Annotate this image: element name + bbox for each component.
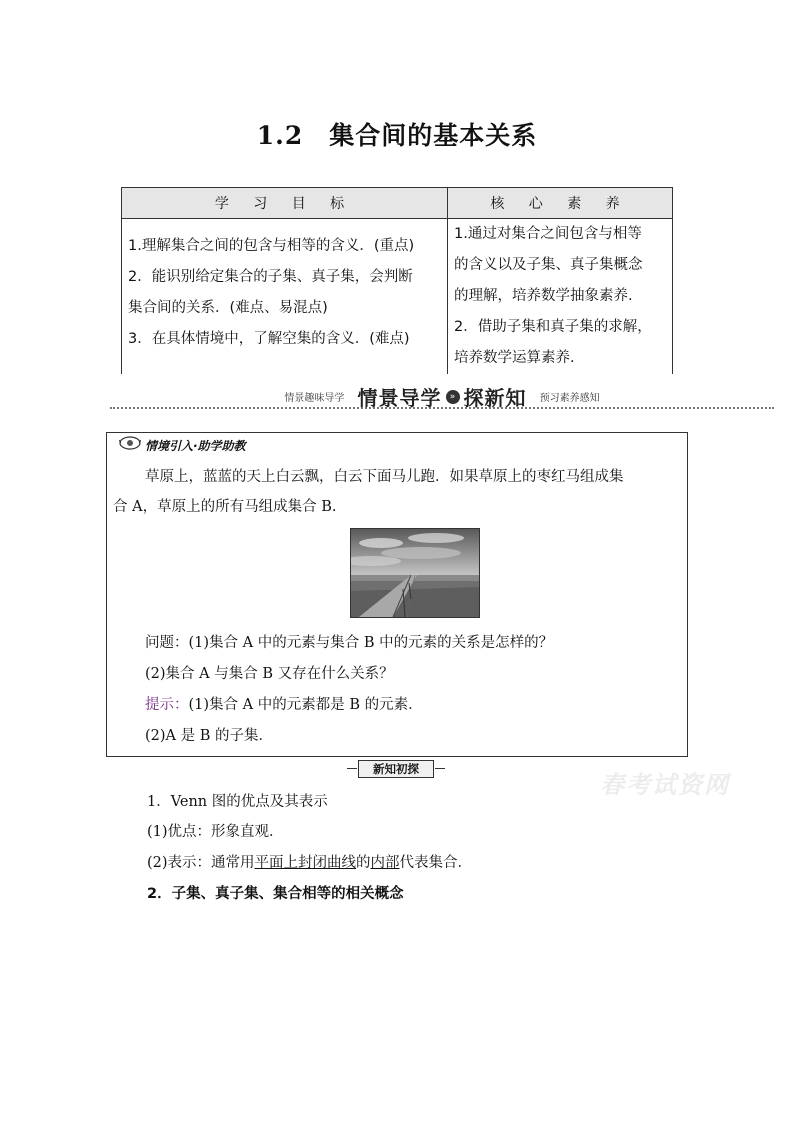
question-2: (2)集合 A 与集合 B 又存在什么关系？ [145,666,394,682]
competency-cell [448,219,673,375]
underlined-answer: 内部 [370,855,400,871]
objective-line: 1.理解集合之间的包含与相等的含义．(重点) [128,238,415,254]
section-number: 1.2 [256,121,304,150]
knowledge-item-1: 1．Venn 图的优点及其表示 [147,794,328,810]
intro-text-line: 草原上，蓝蓝的天上白云飘，白云下面马儿跑．如果草原上的枣红马组成集 [145,469,624,485]
hint-line-1 [145,693,423,714]
band-right-caption: 预习素养感知 [539,393,600,404]
competency-line: 的理解，培养数学抽象素养. [454,288,633,304]
intro-header: 情境引入·助学助教 [145,439,246,453]
page-title [0,116,794,152]
band-title-b: 探新知 [463,386,527,410]
scenario-icon [119,435,141,451]
section-band [110,380,774,410]
knowledge-item-1a: (1)优点：形象直观． [147,824,284,840]
objectives-cell [122,219,448,375]
text-segment: 代表集合． [399,855,473,871]
knowledge-item-1b [147,851,472,872]
underlined-answer: 平面上封闭曲线 [254,855,357,871]
text-segment: 的 [356,855,371,871]
band-left-caption: 情景趣味导学 [284,393,345,404]
band-title-a: 情景导学 [357,386,442,410]
knowledge-item-2: 2．子集、真子集、集合相等的相关概念 [147,886,404,902]
competency-line: 2．借助子集和真子集的求解， [454,319,652,335]
objective-line: 3．在具体情境中，了解空集的含义．(难点) [128,331,410,347]
competency-line: 培养数学运算素养. [454,350,575,366]
section-title: 集合间的基本关系 [329,121,538,150]
new-knowledge-tag: 新知初探 [358,760,434,778]
competency-line: 的含义以及子集、真子集概念 [454,257,643,273]
text-segment: (2)表示：通常用 [147,855,255,871]
objective-line: 集合间的关系．(难点、易混点) [128,300,328,316]
arrow-icon: » [446,390,460,404]
watermark: 春考试资网 [600,770,730,799]
competency-header: 核 心 素 养 [448,188,673,219]
intro-text-line: 合 A，草原上的所有马组成集合 B. [113,499,337,515]
grassland-boardwalk-image [350,528,480,618]
objectives-table [121,187,673,374]
intro-box [106,432,688,757]
objectives-header: 学 习 目 标 [122,188,448,219]
competency-line: 1.通过对集合之间包含与相等 [454,226,642,242]
hint-label: 提示： [145,697,189,713]
hint-line-2: (2)A 是 B 的子集． [145,728,273,744]
hint-text: (1)集合 A 中的元素都是 B 的元素． [188,697,423,713]
objective-line: 2．能识别给定集合的子集、真子集，会判断 [128,269,413,285]
question-1: 问题：(1)集合 A 中的元素与集合 B 中的元素的关系是怎样的？ [145,635,554,651]
